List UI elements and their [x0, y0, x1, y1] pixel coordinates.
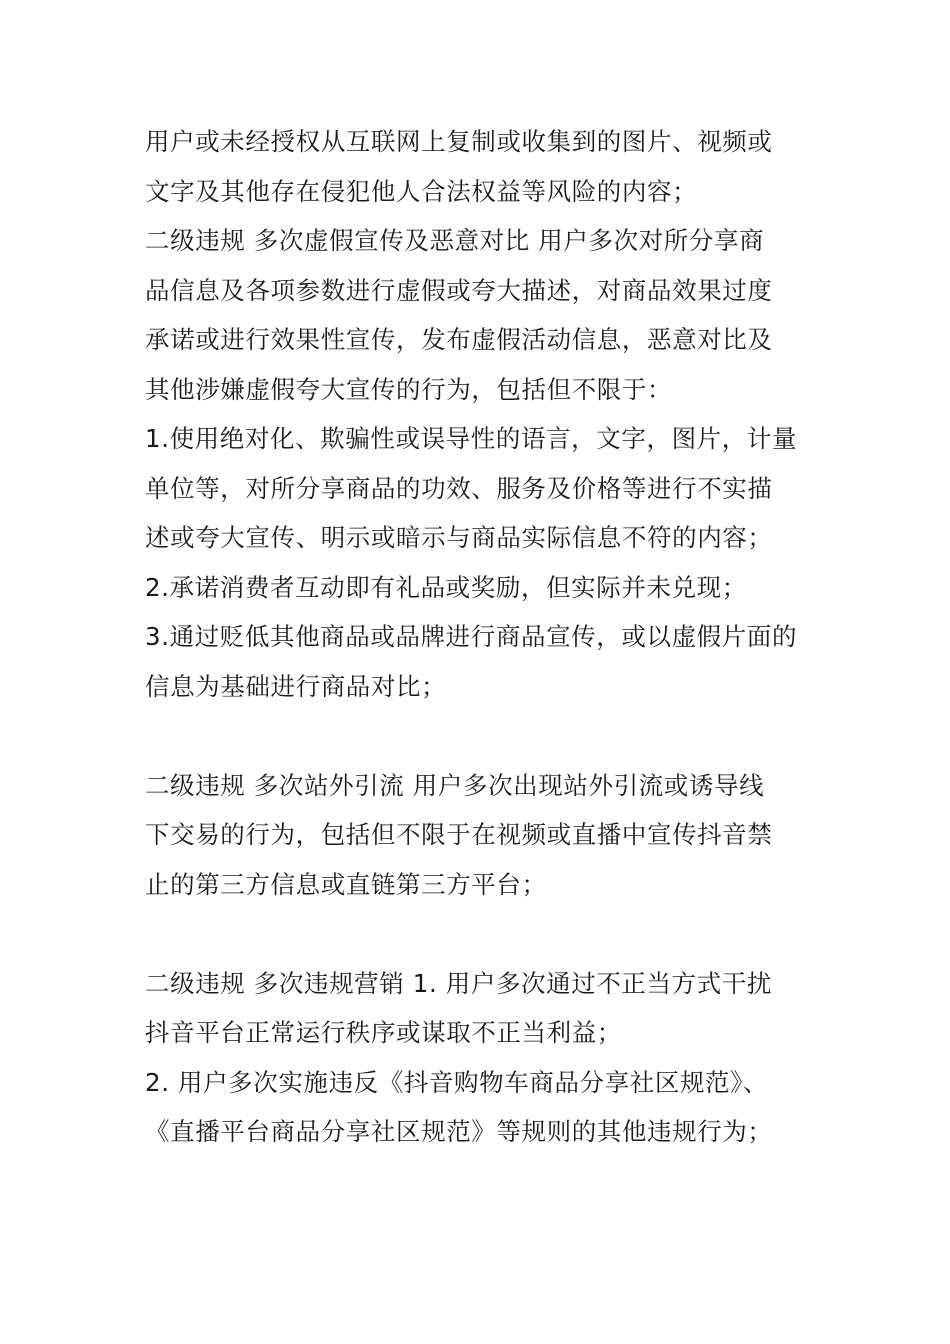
text-line: 文字及其他存在侵犯他人合法权益等风险的内容； — [145, 176, 698, 206]
section-heading-line: 二级违规 多次虚假宣传及恶意对比 用户多次对所分享商 — [145, 226, 765, 255]
text-line: 其他涉嫌虚假夸大宣传的行为，包括但不限于： — [145, 374, 673, 404]
document-body — [145, 117, 810, 1157]
text-line: 承诺或进行效果性宣传，发布虚假活动信息，恶意对比及 — [145, 325, 773, 354]
text-line: 止的第三方信息或直链第三方平台； — [145, 869, 547, 899]
list-item-line: 3.通过贬低其他商品或品牌进行商品宣传，或以虚假片面的 — [145, 622, 798, 651]
text-line: 《直播平台商品分享社区规范》等规则的其他违规行为； — [145, 1117, 773, 1146]
text-line: 单位等，对所分享商品的功效、服务及价格等进行不实描 — [145, 473, 773, 503]
text-line: 述或夸大宣传、明示或暗示与商品实际信息不符的内容； — [145, 523, 773, 552]
blank-line — [145, 909, 810, 959]
text-line: 用户或未经授权从互联网上复制或收集到的图片、视频或 — [145, 127, 773, 156]
text-line: 品信息及各项参数进行虚假或夸大描述，对商品效果过度 — [145, 275, 773, 305]
section-heading-line: 二级违规 多次违规营销 1. 用户多次通过不正当方式干扰 — [145, 968, 773, 998]
list-item-line: 1.使用绝对化、欺骗性或误导性的语言，文字，图片，计量 — [145, 424, 798, 453]
blank-line — [145, 711, 810, 761]
text-line: 抖音平台正常运行秩序或谋取不正当利益； — [145, 1018, 622, 1047]
text-line: 下交易的行为，包括但不限于在视频或直播中宣传抖音禁 — [145, 820, 773, 849]
text-line: 信息为基础进行商品对比； — [145, 671, 447, 701]
list-item-line: 2. 用户多次实施违反《抖音购物车商品分享社区规范》、 — [145, 1067, 769, 1097]
list-item-line: 2.承诺消费者互动即有礼品或奖励，但实际并未兑现； — [145, 572, 747, 602]
section-heading-line: 二级违规 多次站外引流 用户多次出现站外引流或诱导线 — [145, 770, 765, 800]
